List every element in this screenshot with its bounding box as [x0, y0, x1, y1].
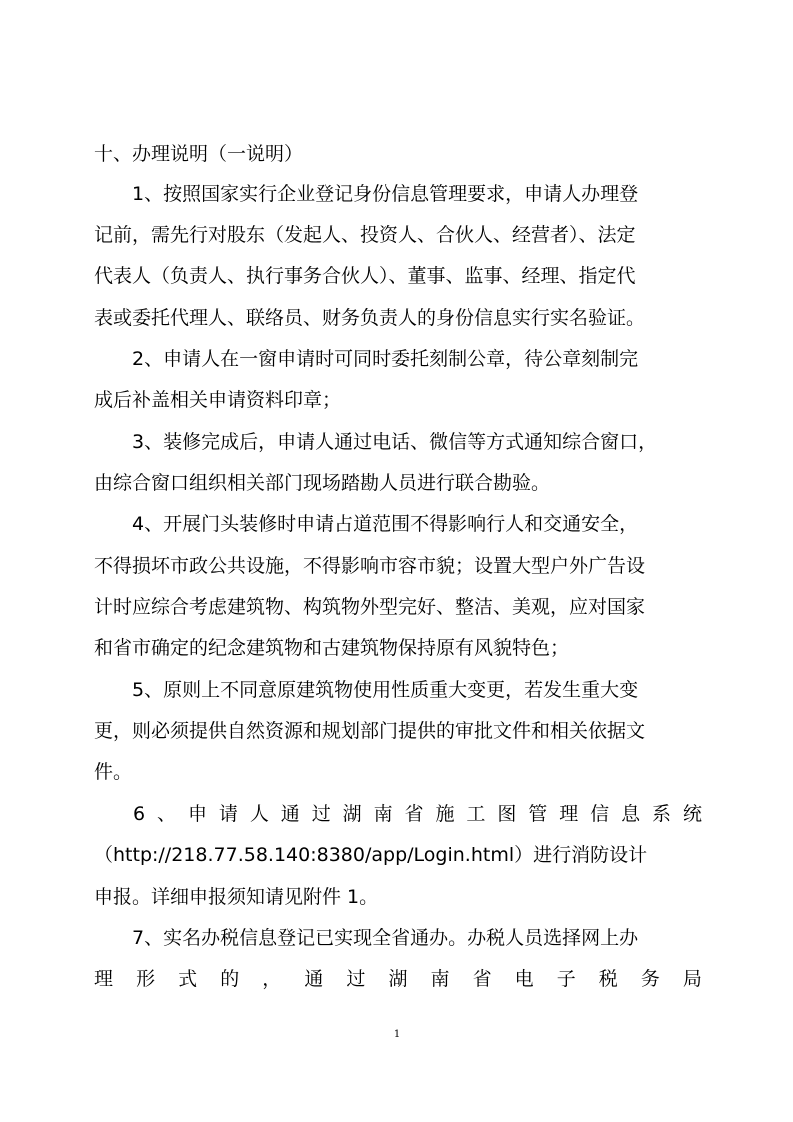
- paragraph-6-char: 理: [559, 803, 579, 825]
- paragraph-7-char: 南: [430, 968, 450, 990]
- paragraph-4-line-4: 和省市确定的纪念建筑物和古建筑物保持原有风貌特色；: [94, 637, 570, 659]
- paragraph-6-char: 系: [652, 803, 672, 825]
- page-number: 1: [393, 1029, 401, 1040]
- paragraph-5-line-3: 件。: [94, 761, 133, 783]
- paragraph-1-line-3: 代表人（负责人、执行事务合伙人）、董事、监事、经理、指定代: [94, 265, 636, 287]
- paragraph-2-line-1: 2、申请人在一窗申请时可同时委托刻制公章，待公章刻制完: [132, 348, 639, 370]
- paragraph-7-line-1: 7、实名办税信息登记已实现全省通办。办税人员选择网上办: [132, 927, 639, 949]
- paragraph-6-char: 施: [435, 803, 455, 825]
- paragraph-1-line-2: 记前，需先行对股东（发起人、投资人、合伙人、经营者）、法定: [94, 224, 636, 246]
- paragraph-7-char: 子: [556, 968, 576, 990]
- paragraph-6-char: 图: [497, 803, 517, 825]
- paragraph-5-line-2: 更，则必须提供自然资源和规划部门提供的审批文件和相关依据文: [94, 720, 646, 742]
- paragraph-6-char: 南: [373, 803, 393, 825]
- paragraph-1-line-4: 表或委托代理人、联络员、财务负责人的身份信息实行实名验证。: [94, 307, 646, 329]
- paragraph-7-char: 湖: [388, 968, 408, 990]
- paragraph-7-char: 局: [682, 968, 702, 990]
- paragraph-6-char: 统: [682, 803, 702, 825]
- paragraph-6-char: 申: [187, 803, 207, 825]
- paragraph-4-line-1: 4、开展门头装修时申请占道范围不得影响行人和交通安全，: [132, 513, 639, 535]
- paragraph-6-char: 人: [249, 803, 269, 825]
- paragraph-6-char: 6: [133, 803, 146, 825]
- paragraph-6-char: 过: [311, 803, 331, 825]
- paragraph-7-char: 通: [304, 968, 324, 990]
- paragraph-6-char: 息: [621, 803, 641, 825]
- paragraph-3-line-1: 3、装修完成后，申请人通过电话、微信等方式通知综合窗口，: [132, 431, 658, 453]
- paragraph-7-char: 务: [640, 968, 660, 990]
- paragraph-4-line-3: 计时应综合考虑建筑物、构筑物外型完好、整洁、美观，应对国家: [94, 596, 646, 618]
- paragraph-6-line-1: [133, 802, 702, 826]
- paragraph-6-line-2: （http://218.77.58.140:8380/app/Login.html）进行消防设计: [94, 844, 648, 866]
- paragraph-7-char: 电: [514, 968, 534, 990]
- paragraph-6-char: 请: [218, 803, 238, 825]
- paragraph-7-char: 形: [136, 968, 156, 990]
- paragraph-7-char: 税: [598, 968, 618, 990]
- paragraph-3-line-2: 由综合窗口组织相关部门现场踏勘人员进行联合勘验。: [94, 472, 551, 494]
- paragraph-7-char: 省: [472, 968, 492, 990]
- paragraph-4-line-2: 不得损坏市政公共设施，不得影响市容市貌；设置大型户外广告设: [94, 555, 646, 577]
- paragraph-7-char: 的: [220, 968, 240, 990]
- paragraph-6-char: 信: [590, 803, 610, 825]
- paragraph-6-char: 通: [280, 803, 300, 825]
- paragraph-6-char: 管: [528, 803, 548, 825]
- paragraph-7-char: 理: [94, 968, 114, 990]
- paragraph-5-line-1: 5、原则上不同意原建筑物使用性质重大变更，若发生重大变: [132, 679, 639, 701]
- paragraph-6-char: 省: [404, 803, 424, 825]
- paragraph-1-line-1: 1、按照国家实行企业登记身份信息管理要求，申请人办理登: [132, 183, 639, 205]
- paragraph-7-line-2: [94, 967, 702, 991]
- section-title: 十、办理说明（一说明）: [94, 143, 304, 165]
- paragraph-7-char: ，: [262, 968, 282, 990]
- paragraph-6-char: 工: [466, 803, 486, 825]
- paragraph-6-line-3: 申报。详细申报须知请见附件 1。: [94, 886, 379, 908]
- paragraph-2-line-2: 成后补盖相关申请资料印章；: [94, 389, 342, 411]
- paragraph-6-char: 、: [157, 803, 177, 825]
- paragraph-7-char: 式: [178, 968, 198, 990]
- paragraph-6-char: 湖: [342, 803, 362, 825]
- paragraph-7-char: 过: [346, 968, 366, 990]
